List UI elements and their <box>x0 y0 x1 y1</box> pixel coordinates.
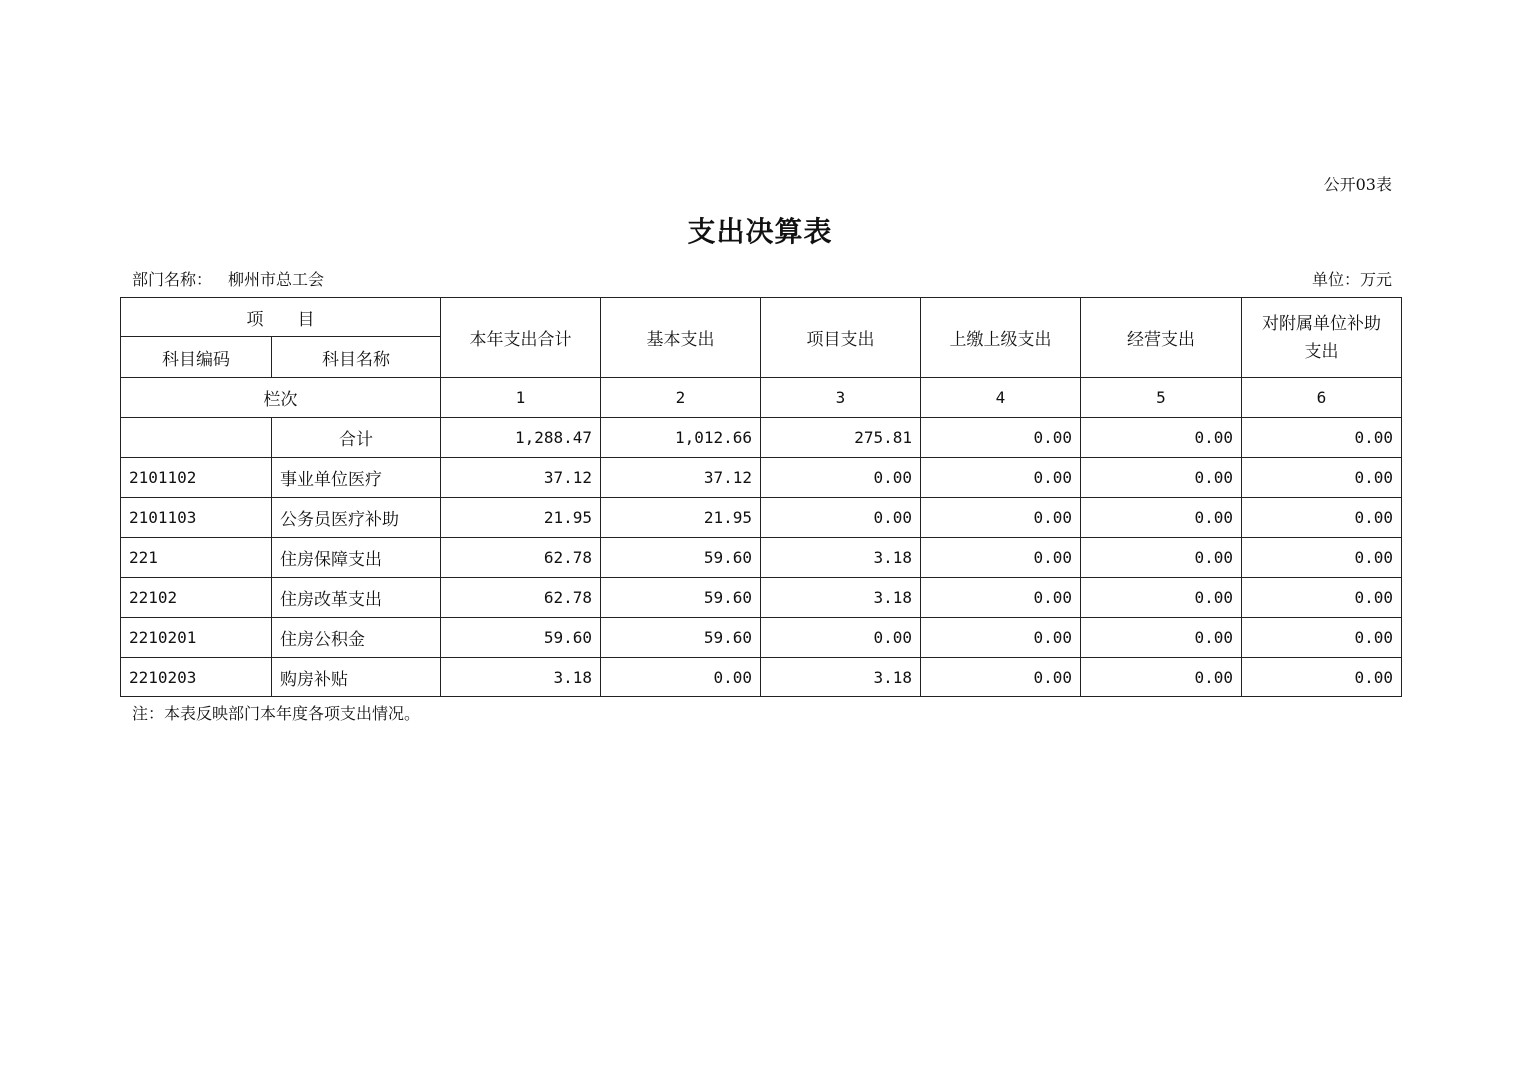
cell-total: 1,288.47 <box>441 418 601 458</box>
row-name: 住房保障支出 <box>272 538 441 578</box>
cell-total: 3.18 <box>441 658 601 697</box>
cell-subsidy: 0.00 <box>1242 658 1402 697</box>
cell-basic: 21.95 <box>601 498 761 538</box>
table-row <box>121 538 1402 578</box>
row-code: 22102 <box>121 578 272 618</box>
row-name: 购房补贴 <box>272 658 441 697</box>
total-row <box>121 418 1402 458</box>
row-code <box>121 418 272 458</box>
row-name: 住房改革支出 <box>272 578 441 618</box>
cell-total: 59.60 <box>441 618 601 658</box>
header-subsidy: 对附属单位补助支出 <box>1242 298 1402 378</box>
table-row <box>121 658 1402 697</box>
cell-basic: 0.00 <box>601 658 761 697</box>
cell-subsidy: 0.00 <box>1242 538 1402 578</box>
department-label: 部门名称： <box>132 270 213 289</box>
col-number: 5 <box>1081 378 1242 418</box>
cell-superior: 0.00 <box>921 578 1081 618</box>
cell-subsidy: 0.00 <box>1242 418 1402 458</box>
footnote: 注：本表反映部门本年度各项支出情况。 <box>132 704 421 723</box>
cell-total: 62.78 <box>441 578 601 618</box>
cell-total: 37.12 <box>441 458 601 498</box>
col-number: 6 <box>1242 378 1402 418</box>
cell-superior: 0.00 <box>921 418 1081 458</box>
cell-basic: 1,012.66 <box>601 418 761 458</box>
department-name: 柳州市总工会 <box>228 270 325 289</box>
cell-superior: 0.00 <box>921 458 1081 498</box>
cell-superior: 0.00 <box>921 658 1081 697</box>
row-name: 事业单位医疗 <box>272 458 441 498</box>
cell-project: 0.00 <box>761 458 921 498</box>
row-name: 公务员医疗补助 <box>272 498 441 538</box>
cell-project: 3.18 <box>761 538 921 578</box>
department-line <box>132 267 324 290</box>
cell-business: 0.00 <box>1081 538 1242 578</box>
cell-subsidy: 0.00 <box>1242 498 1402 538</box>
cell-basic: 37.12 <box>601 458 761 498</box>
col-number: 4 <box>921 378 1081 418</box>
header-row-1 <box>121 298 1402 337</box>
cell-subsidy: 0.00 <box>1242 618 1402 658</box>
cell-project: 0.00 <box>761 618 921 658</box>
col-number: 1 <box>441 378 601 418</box>
table-row <box>121 458 1402 498</box>
row-code: 2210203 <box>121 658 272 697</box>
row-code: 2101102 <box>121 458 272 498</box>
row-code: 2210201 <box>121 618 272 658</box>
header-item: 项 目 <box>121 298 441 337</box>
cell-business: 0.00 <box>1081 618 1242 658</box>
header-name: 科目名称 <box>272 337 441 378</box>
col-number: 2 <box>601 378 761 418</box>
header-superior: 上缴上级支出 <box>921 298 1081 378</box>
cell-business: 0.00 <box>1081 418 1242 458</box>
header-code: 科目编码 <box>121 337 272 378</box>
cell-subsidy: 0.00 <box>1242 458 1402 498</box>
cell-subsidy: 0.00 <box>1242 578 1402 618</box>
cell-project: 275.81 <box>761 418 921 458</box>
col-label: 栏次 <box>121 378 441 418</box>
table-row <box>121 498 1402 538</box>
table-row <box>121 578 1402 618</box>
cell-project: 3.18 <box>761 658 921 697</box>
cell-business: 0.00 <box>1081 578 1242 618</box>
cell-superior: 0.00 <box>921 498 1081 538</box>
row-code: 221 <box>121 538 272 578</box>
header-total: 本年支出合计 <box>441 298 601 378</box>
form-number: 公开03表 <box>1323 175 1392 194</box>
row-code: 2101103 <box>121 498 272 538</box>
cell-business: 0.00 <box>1081 498 1242 538</box>
header-business: 经营支出 <box>1081 298 1242 378</box>
cell-total: 21.95 <box>441 498 601 538</box>
row-name: 合计 <box>272 418 441 458</box>
col-number: 3 <box>761 378 921 418</box>
cell-project: 0.00 <box>761 498 921 538</box>
table-row <box>121 618 1402 658</box>
cell-basic: 59.60 <box>601 578 761 618</box>
expenditure-table <box>120 297 1402 697</box>
cell-basic: 59.60 <box>601 538 761 578</box>
cell-superior: 0.00 <box>921 618 1081 658</box>
cell-basic: 59.60 <box>601 618 761 658</box>
cell-project: 3.18 <box>761 578 921 618</box>
unit-label: 单位：万元 <box>1311 270 1392 289</box>
page-title: 支出决算表 <box>687 215 833 248</box>
cell-business: 0.00 <box>1081 658 1242 697</box>
cell-superior: 0.00 <box>921 538 1081 578</box>
cell-total: 62.78 <box>441 538 601 578</box>
header-project: 项目支出 <box>761 298 921 378</box>
column-number-row <box>121 378 1402 418</box>
header-basic: 基本支出 <box>601 298 761 378</box>
cell-business: 0.00 <box>1081 458 1242 498</box>
row-name: 住房公积金 <box>272 618 441 658</box>
